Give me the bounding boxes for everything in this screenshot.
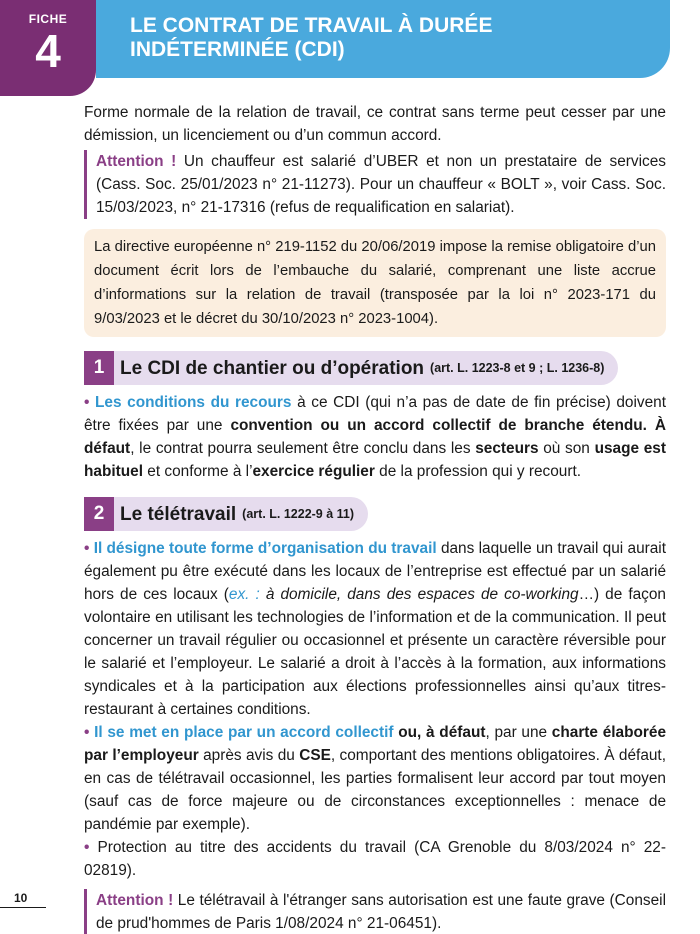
attention-text: Le télétravail à l'étranger sans autorisation est une faute grave (Conseil de prud'hommes de Paris 1/08/2024 n° 21-06451). bbox=[96, 892, 666, 932]
page-title-line-1: LE CONTRAT DE TRAVAIL À DURÉE bbox=[130, 14, 493, 37]
attention-label: Attention ! bbox=[96, 153, 177, 170]
directive-box bbox=[84, 229, 666, 337]
section-title: Le télétravail bbox=[120, 503, 237, 525]
section1-paragraph: • Les conditions du recours à ce CDI (qui n’a pas de date de fin précise) doivent être fixées par une convention ou un accord collectif de branche étendu. À défaut, le contrat pourra seulement être conclu dans les secteurs où son usage est habituel et conforme à l’exercice régulier de la profession qui y recourt. bbox=[84, 394, 666, 480]
fiche-tab bbox=[0, 0, 96, 96]
attention-note-1 bbox=[84, 150, 666, 219]
attention-label: Attention ! bbox=[96, 892, 174, 909]
bullet-icon: • bbox=[84, 724, 90, 741]
fiche-label: FICHE bbox=[28, 12, 68, 26]
attention-note-2 bbox=[84, 889, 666, 934]
page-number-rule bbox=[0, 907, 46, 908]
page-number: 10 bbox=[14, 891, 28, 905]
section-reference: (art. L. 1222-9 à 11) bbox=[242, 506, 355, 521]
main-content bbox=[84, 101, 666, 934]
section-heading-1 bbox=[84, 351, 618, 385]
directive-text: La directive européenne n° 219-1152 du 20/06/2019 impose la remise obligatoire d’un document écrit lors de l’embauche du salarié, comprenant une liste accrue d’informations sur la relation de travail (transposée par la loi n° 2023-171 du 9/03/2023 et le décret du 30/10/2023 n° 2023-1004). bbox=[94, 239, 656, 327]
bullet-icon: • bbox=[84, 839, 90, 856]
fiche-number: 4 bbox=[35, 25, 61, 77]
section2-paragraph-1: • Il désigne toute forme d’organisation du travail dans laquelle un travail qui aurait également pu être exécuté dans les locaux de l’entreprise est effectué par un salarié hors de ces locaux (ex. : à domicile, dans des espaces de co-working…) de façon volontaire en utilisant les technologies de l’information et de la communication. Il peut concerner un travail régulier ou occasionnel et présente un caractère réversible pour le salarié et l’employeur. Le salarié a droit à l’accès à la formation, aux informations syndicales et à la participation aux élections professionnelles ainsi qu’aux titres-restaurant à certaines conditions. bbox=[84, 540, 667, 718]
section2-paragraph-3: • Protection au titre des accidents du travail (CA Grenoble du 8/03/2024 n° 22-02819). bbox=[84, 839, 666, 879]
bullet-icon: • bbox=[84, 540, 90, 557]
page-title-line-2: INDÉTERMINÉE (CDI) bbox=[130, 38, 345, 61]
section-reference: (art. L. 1223-8 et 9 ; L. 1236-8) bbox=[430, 360, 605, 375]
page-title bbox=[130, 14, 492, 62]
bullet-icon: • bbox=[84, 394, 90, 411]
section-number: 2 bbox=[84, 497, 114, 531]
section-title: Le CDI de chantier ou d’opération bbox=[120, 357, 425, 379]
section-number: 1 bbox=[84, 351, 114, 385]
section-heading-2 bbox=[84, 497, 368, 531]
attention-text: Un chauffeur est salarié d’UBER et non un prestataire de services (Cass. Soc. 25/01/2023 n° 21-11273). Pour un chauffeur « BOLT », voir Cass. Soc. 15/03/2023, n° 21-17316 (refus de requalification en salariat). bbox=[96, 153, 666, 216]
section2-paragraph-2: • Il se met en place par un accord collectif ou, à défaut, par une charte élaborée par l’employeur après avis du CSE, comportant des mentions obligatoires. À défaut, en cas de télétravail occasionnel, les parties formalisent leur accord par tout moyen (sauf cas de force majeure ou de circonstances exceptionnelles : menace de pandémie par exemple). bbox=[84, 724, 667, 833]
intro-paragraph: Forme normale de la relation de travail, ce contrat sans terme peut cesser par une démission, un licenciement ou d’un commun accord. bbox=[84, 104, 666, 144]
title-banner bbox=[96, 0, 670, 78]
